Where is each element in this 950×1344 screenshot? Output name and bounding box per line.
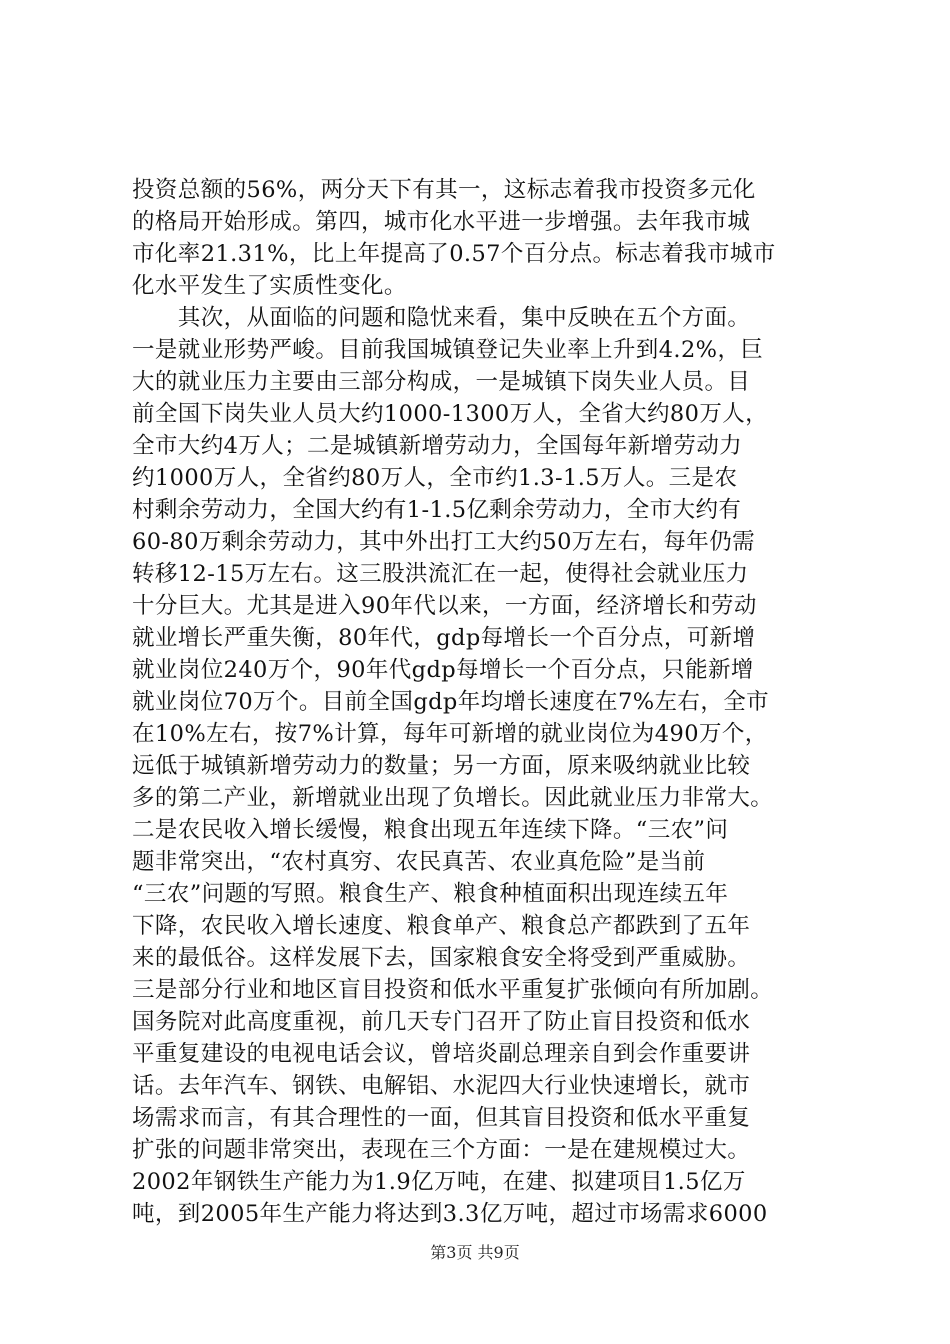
text-line: 三是部分行业和地区盲目投资和低水平重复扩张倾向有所加剧。 <box>132 977 774 1003</box>
text-line: 下降，农民收入增长速度、粮食单产、粮食总产都跌到了五年 <box>132 913 751 939</box>
text-line: 来的最低谷。这样发展下去，国家粮食安全将受到严重威胁。 <box>132 945 751 971</box>
text-line: 转移12-15万左右。这三股洪流汇在一起，使得社会就业压力 <box>132 561 749 587</box>
text-line: 平重复建设的电视电话会议，曾培炎副总理亲自到会作重要讲 <box>132 1041 751 1067</box>
text-line: 村剩余劳动力，全国大约有1-1.5亿剩余劳动力，全市大约有 <box>132 497 742 523</box>
text-line: 扩张的问题非常突出，表现在三个方面：一是在建规模过大。 <box>132 1137 751 1163</box>
body-text <box>132 174 832 1230</box>
text-line: “三农”问题的写照。粮食生产、粮食种植面积出现连续五年 <box>132 881 729 907</box>
page-number: 第3页 共9页 <box>430 1243 520 1262</box>
text-line: 话。去年汽车、钢铁、电解铝、水泥四大行业快速增长，就市 <box>132 1073 751 1099</box>
text-line: 远低于城镇新增劳动力的数量；另一方面，原来吸纳就业比较 <box>132 753 751 779</box>
text-line: 全市大约4万人；二是城镇新增劳动力，全国每年新增劳动力 <box>132 433 743 459</box>
text-line: 在10%左右，按7%计算，每年可新增的就业岗位为490万个， <box>132 721 768 747</box>
text-line: 场需求而言，有其合理性的一面，但其盲目投资和低水平重复 <box>132 1105 751 1131</box>
text-line: 化水平发生了实质性变化。 <box>132 273 407 299</box>
text-line: 十分巨大。尤其是进入90年代以来，一方面，经济增长和劳动 <box>132 593 757 619</box>
text-line: 前全国下岗失业人员大约1000-1300万人，全省大约80万人， <box>132 401 769 427</box>
text-line: 大的就业压力主要由三部分构成，一是城镇下岗失业人员。目 <box>132 369 751 395</box>
text-line: 2002年钢铁生产能力为1.9亿万吨，在建、拟建项目1.5亿万 <box>132 1169 746 1195</box>
text-line: 多的第二产业，新增就业出现了负增长。因此就业压力非常大。 <box>132 785 774 811</box>
text-line: 吨，到2005年生产能力将达到3.3亿万吨，超过市场需求6000 <box>132 1201 768 1227</box>
text-line: 的格局开始形成。第四，城市化水平进一步增强。去年我市城 <box>132 209 751 235</box>
text-line: 二是农民收入增长缓慢，粮食出现五年连续下降。“三农”问 <box>132 817 729 843</box>
text-line: 投资总额的56%，两分天下有其一，这标志着我市投资多元化 <box>132 177 756 203</box>
text-line: 其次，从面临的问题和隐忧来看，集中反映在五个方面。 <box>132 305 751 331</box>
text-line: 题非常突出，“农村真穷、农民真苦、农业真危险”是当前 <box>132 849 706 875</box>
text-line: 就业增长严重失衡，80年代，gdp每增长一个百分点，可新增 <box>132 625 756 651</box>
text-line: 国务院对此高度重视，前几天专门召开了防止盲目投资和低水 <box>132 1009 751 1035</box>
text-line: 就业岗位240万个，90年代gdp每增长一个百分点，只能新增 <box>132 657 754 683</box>
text-line: 就业岗位70万个。目前全国gdp年均增长速度在7%左右，全市 <box>132 689 770 715</box>
text-line: 一是就业形势严峻。目前我国城镇登记失业率上升到4.2%，巨 <box>132 337 764 363</box>
text-line: 市化率21.31%，比上年提高了0.57个百分点。标志着我市城市 <box>132 241 776 267</box>
text-line: 60-80万剩余劳动力，其中外出打工大约50万左右，每年仍需 <box>132 529 755 555</box>
text-line: 约1000万人，全省约80万人，全市约1.3-1.5万人。三是农 <box>132 465 738 491</box>
